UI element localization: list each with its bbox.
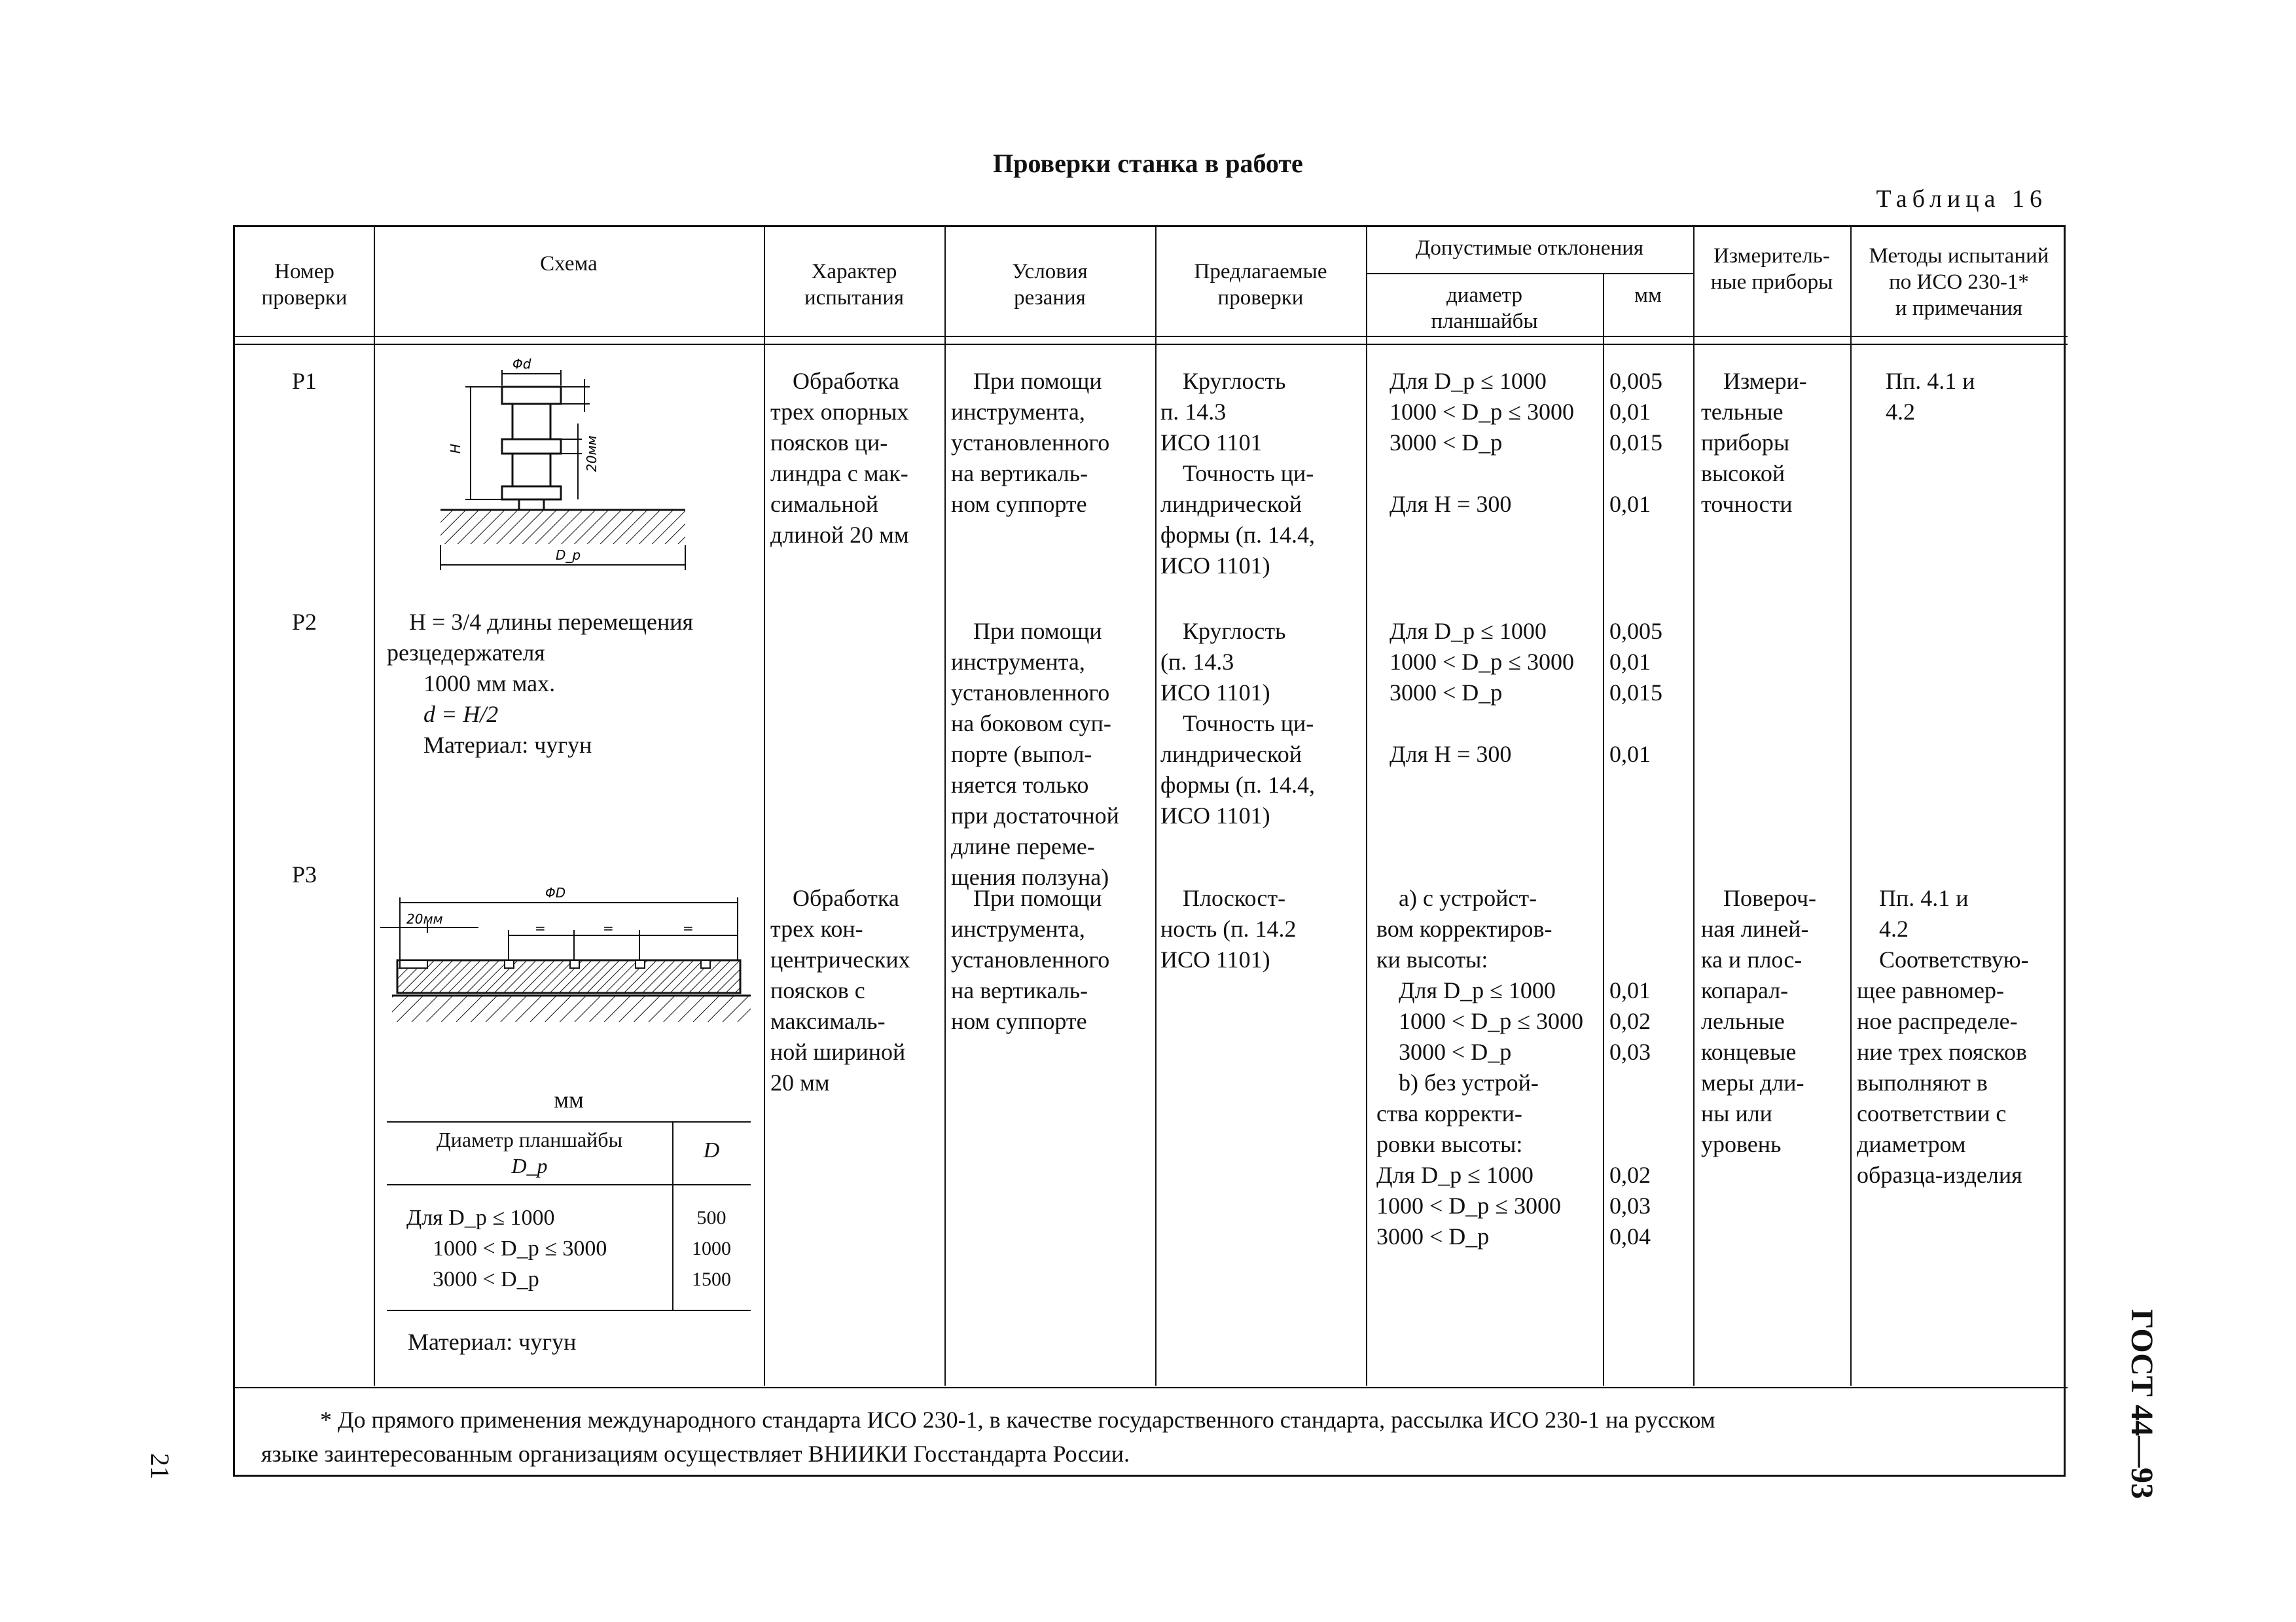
p3-phi-D-label: ΦD	[545, 885, 566, 901]
header-character: Характер испытания	[804, 260, 905, 310]
row-p2-checks: Круглость (п. 14.3 ИСО 1101) Точность ци- линдрической формы (п. 14.4, ИСО 1101)	[1160, 618, 1316, 829]
row-p2-tolerance-conditions: Для D_р ≤ 1000 1000 < D_р ≤ 3000 3000 < D_р Для H = 300	[1390, 618, 1575, 767]
row-p2-tolerance-values: 0,005 0,01 0,015 0,01	[1609, 618, 1662, 767]
row-p3-number: P3	[291, 861, 317, 888]
p3-20mm-label: 20мм	[406, 911, 443, 927]
row-p3-checks: Плоскост- ность (п. 14.2 ИСО 1101)	[1160, 885, 1297, 973]
row-p1-number: P1	[291, 368, 317, 394]
row-p2-number: P2	[291, 609, 317, 635]
p1-h-label: H	[448, 443, 463, 454]
header-tolerances: Допустимые отклонения	[1415, 236, 1644, 260]
p1-dp-label: D_p	[556, 547, 581, 563]
row-p1-checks: Круглость п. 14.3 ИСО 1101 Точность ци- линдрической формы (п. 14.4, ИСО 1101)	[1160, 368, 1316, 579]
p1-cylinder-drawing	[374, 355, 764, 578]
row-p3-conditions: При помощи инструмента, установленного на вертикаль- ном суппорте	[951, 885, 1110, 1034]
header-checks: Предлагаемые проверки	[1194, 260, 1327, 310]
subtable-header-diameter: Диаметр планшайбы D_р	[436, 1128, 623, 1178]
row-p1-character: Обработка трех опорных поясков ци- линдра с мак- симальной длиной 20 мм	[770, 368, 909, 548]
page-number: 21	[145, 1453, 175, 1479]
row-p3-instruments: Повероч- ная линей- ка и плос- копарал- лельные концевые меры дли- ны или уровень	[1701, 885, 1816, 1157]
header-scheme: Схема	[540, 252, 598, 276]
row-p1-instruments: Измери- тельные приборы высокой точности	[1701, 368, 1807, 517]
p3-eq-label-2: =	[603, 920, 614, 936]
row-p2-scheme-text: H = 3/4 длины перемещения резцедержателя 1000 мм мах. d = H/2 Материал: чугун	[387, 609, 694, 758]
header-number: Номер проверки	[261, 260, 348, 310]
row-p2-conditions: При помощи инструмента, установленного на боковом суп- порте (выпол- няется только при достаточной длине переме- щения ползуна)	[951, 618, 1119, 890]
p3-mm-label: мм	[554, 1087, 584, 1113]
subtable-values: 500 1000 1500	[692, 1207, 731, 1290]
page-title: Проверки станка в работе	[993, 149, 1303, 178]
table-label: Таблица 16	[1876, 185, 2047, 213]
checks-table	[233, 225, 2066, 1477]
p3-eq-label-3: =	[683, 920, 694, 936]
document-code: ГОСТ 44—93	[2125, 1309, 2159, 1499]
p1-20mm-label: 20мм	[584, 435, 600, 472]
row-p3-methods: Пп. 4.1 и 4.2 Соответствую- щее равномер- ное распределе- ние трех поясков выполняют в соответствии с диаметром образца-изделия	[1857, 885, 2029, 1188]
header-methods: Методы испытаний по ИСО 230-1* и примечания	[1869, 244, 2049, 320]
p3-faceplate-drawing	[374, 882, 764, 1052]
p3-eq-label-1: =	[535, 920, 546, 936]
header-mm: мм	[1634, 283, 1662, 307]
row-p1-tolerance-values: 0,005 0,01 0,015 0,01	[1609, 368, 1662, 517]
header-diameter: диаметр планшайбы	[1431, 283, 1538, 333]
p3-material: Материал: чугун	[408, 1329, 577, 1355]
subtable-conditions: Для D_p ≤ 1000 1000 < D_p ≤ 3000 3000 < D_p	[406, 1206, 607, 1291]
p1-phi-d-label: Φd	[512, 356, 531, 372]
row-p3-tolerance-conditions: а) с устройст- вом корректиров- ки высоты: Для D_p ≤ 1000 1000 < D_p ≤ 3000 3000 < D_p b) без устрой- ства корректи- ровки высоты: Для D_p ≤ 1000 1000 < D_p ≤ 3000 3000 < D_p	[1376, 885, 1584, 1250]
row-p3-character: Обработка трех кон- центрических поясков с максималь- ной шириной 20 мм	[770, 885, 910, 1096]
row-p3-tolerance-values: 0,01 0,02 0,03 0,02 0,03 0,04	[1609, 977, 1651, 1250]
header-conditions: Условия резания	[1012, 260, 1088, 310]
row-p1-conditions: При помощи инструмента, установленного на вертикаль- ном суппорте	[951, 368, 1110, 517]
p3-diameter-subtable	[387, 1121, 751, 1311]
row-p1-methods: Пп. 4.1 и 4.2	[1886, 368, 1975, 425]
subtable-header-d: D	[703, 1138, 720, 1162]
row-p1-tolerance-conditions: Для D_р ≤ 1000 1000 < D_р ≤ 3000 3000 < D_р Для H = 300	[1390, 368, 1575, 517]
footnote: * До прямого применения международного стандарта ИСО 230-1, в качестве государственного стандарта, рассылка ИСО 230-1 на русском языке заинтересованным организациям осуществляет ВНИИКИ Госстандарта России.	[261, 1407, 1715, 1467]
header-instruments: Измеритель- ные приборы	[1710, 244, 1833, 294]
